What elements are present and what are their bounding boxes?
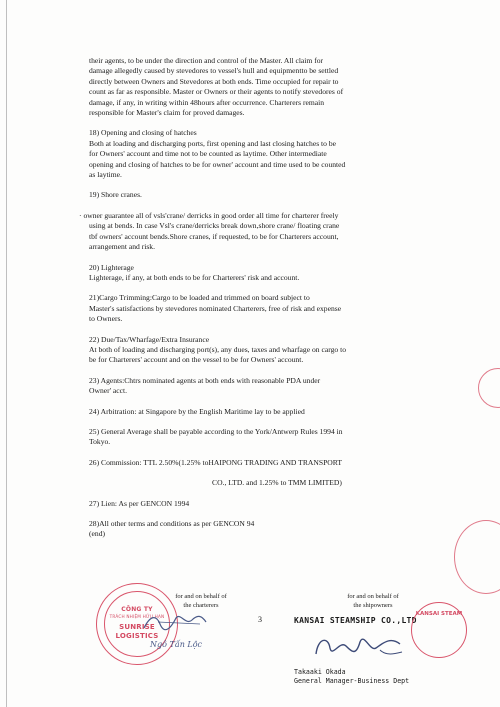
seal-company-name-2: LOGISTICS (115, 632, 159, 640)
clause-27-lien (89, 499, 459, 509)
text-line: Tokyo. (89, 437, 111, 447)
clause-26-commission-continued (89, 478, 459, 488)
signatory-title: General Manager-Business Dept (294, 676, 410, 685)
text-line: 26) Commission: TTL 2.50%(1.25% toHAIPONG TRADING AND TRANSPORT (89, 457, 343, 467)
shipowners-signature-caption (323, 592, 423, 610)
text-line: CO., LTD. and 1.25% to TMM LIMITED) (212, 478, 342, 488)
scan-edge-line (6, 0, 7, 707)
shipowner-company-name: KANSAI STEAMSHIP CO.,LTD (294, 616, 417, 625)
text-line: At both of loading and discharging port(s), any dues, taxes and wharfage on cargo to (89, 344, 346, 354)
charterer-signatory-name: Ngô Tấn Lộc (150, 640, 203, 649)
clause-heading: 19) Shore cranes. (89, 190, 142, 200)
clause-heading: 18) Opening and closing of hatches (89, 128, 197, 138)
text-line: damage allegedly caused by stevedores to vessel's hull and equipmentto be settled (89, 66, 339, 76)
caption-line: the shipowners (353, 602, 393, 609)
clause-21-cargo-trimming (89, 293, 459, 324)
seal-company-subtype: TRÁCH NHIỆM HỮU HẠN (109, 614, 165, 619)
text-line: 21)Cargo Trimming:Cargo to be loaded and trimmed on board subject to (89, 293, 310, 303)
shipowner-signatory (294, 668, 409, 685)
clause-28-other-terms (89, 519, 459, 540)
charterer-signature (140, 610, 210, 634)
text-line: opening and closing of hatches to be for owner' account and time used to be counted (89, 159, 346, 169)
clause-26-commission (89, 458, 459, 468)
clause-19-heading (89, 190, 459, 200)
text-line: their agents, to be under the direction and control of the Master. All claim for (89, 56, 324, 65)
bullet-mark: · (79, 210, 84, 220)
charter-terms-body (79, 56, 459, 540)
clause-23-agents (89, 376, 459, 397)
clause-24-arbitration (89, 407, 459, 417)
caption-line: for and on behalf of (175, 593, 227, 600)
clause-18-hatches (89, 128, 459, 180)
text-line: to Owners. (89, 314, 123, 324)
page-number: 3 (258, 615, 262, 624)
charterers-signature-caption (170, 592, 232, 610)
text-line: Master's satisfactions by stevedores nominated Charterers, free of risk and expense (89, 303, 342, 313)
text-line: arrangement and risk. (89, 242, 155, 252)
edge-stamp-fragment-upper (478, 368, 500, 408)
seal-text: KANSAI STEAM (415, 611, 463, 617)
text-line: 28)All other terms and conditions as per GENCON 94 (89, 519, 255, 528)
edge-stamp-fragment-lower (454, 520, 500, 594)
signatory-name: Takaaki Okada (294, 668, 346, 676)
seal-company-type: CÔNG TY (121, 606, 153, 613)
clause-heading: 20) Lighterage (89, 262, 134, 272)
text-line: Both at loading and discharging ports, first opening and last closing hatches to be (89, 138, 337, 148)
text-line: for Owners' account and time not to be counted as laytime. Other intermediate (89, 149, 327, 159)
shipowner-signature (310, 630, 410, 664)
text-line: directly between Owners and Stevedores at both ends. Time occupied for repair to (89, 76, 339, 86)
clause-25-general-average (89, 427, 459, 448)
clause-19-shore-cranes (79, 211, 459, 253)
clause-22-dues (89, 335, 459, 366)
text-line: as laytime. (89, 170, 122, 180)
text-line: Owner' acct. (89, 386, 128, 396)
clause-heading: 22) Due/Tax/Wharfage/Extra Insurance (89, 334, 210, 344)
text-line: count as far as responsible. Master or Owners or their agents to notify stevedores of (89, 87, 344, 97)
clause-20-lighterage (89, 263, 459, 284)
text-line: 23) Agents:Chtrs nominated agents at both ends with reasonable PDA under (89, 375, 321, 385)
caption-line: for and on behalf of (347, 593, 399, 600)
text-line: 27) Lien: As per GENCON 1994 (89, 498, 190, 508)
seal-company-name-1: SUNRISE (119, 623, 155, 631)
text-line: damage, if any, in writing within 48hours after occurrence. Charterers remain (89, 97, 325, 107)
text-line: responsible for Master's claim for proved damages. (89, 108, 245, 118)
text-line: tbf owners' account bends.Shore cranes, if requested, to be for Charterers account, (89, 231, 339, 241)
text-line: (end) (89, 529, 106, 539)
text-line: be for Charterers' account and on the vessel to be for Owners' account. (89, 355, 304, 365)
caption-line: the charterers (183, 602, 219, 609)
text-line: 25) General Average shall be payable according to the York/Antwerp Rules 1994 in (89, 426, 343, 436)
clause-paragraph-continuation (89, 56, 459, 118)
text-line: 24) Arbitration: at Singapore by the English Maritime lay to be applied (89, 406, 305, 416)
kansai-steamship-seal (411, 602, 467, 658)
text-line: Lighterage, if any, at both ends to be for Charterers' risk and account. (89, 272, 300, 282)
text-line: · owner guarantee all of vsls'crane/ derricks in good order all time for charterer freely (79, 210, 339, 220)
text-line: using at bends. In case Vsl's crane/derricks break down,shore crane/ floating crane (89, 221, 340, 231)
